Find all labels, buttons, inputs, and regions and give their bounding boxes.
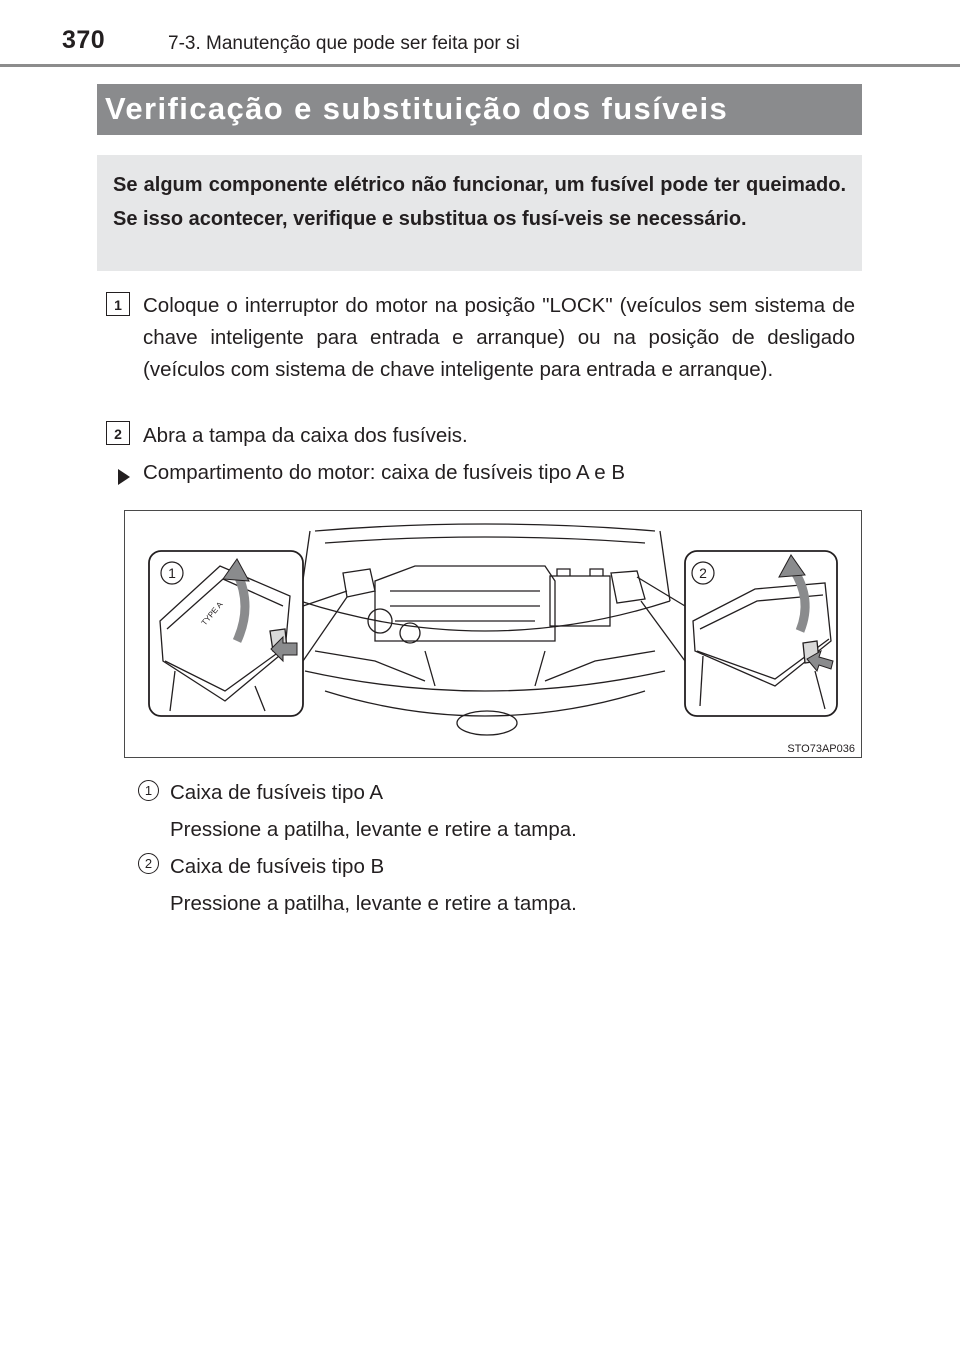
caption-1-number: 1 xyxy=(138,780,159,801)
engine-illustration xyxy=(125,511,860,756)
step-1-text: Coloque o interruptor do motor na posição "LOCK" (veículos sem sistema de chave inteligente para entrada e arranque) ou na posição de desligado (veículos com sistema de chave inteligente para entrada e arranque). xyxy=(143,294,855,381)
running-head: 7-3. Manutenção que pode ser feita por si xyxy=(168,33,520,54)
section-title: Verificação e substituição dos fusíveis xyxy=(97,84,862,135)
caption-2-detail: Pressione a patilha, levante e retire a tampa. xyxy=(170,892,577,915)
caption-2-number: 2 xyxy=(138,853,159,874)
caption-2-title: Caixa de fusíveis tipo B xyxy=(170,855,385,878)
step-2-subitem: Compartimento do motor: caixa de fusíveis tipo A e B xyxy=(143,461,625,484)
bullet-arrow-icon xyxy=(118,469,130,485)
callout-1-label: 1 xyxy=(168,565,176,581)
caption-1-title: Caixa de fusíveis tipo A xyxy=(170,781,384,804)
step-1-badge: 1 xyxy=(106,292,130,316)
page-number: 370 xyxy=(62,26,106,54)
callout-2-label: 2 xyxy=(699,565,707,581)
figure-code: STO73AP036 xyxy=(787,743,855,755)
header-rule xyxy=(0,64,960,67)
caption-1-detail: Pressione a patilha, levante e retire a tampa. xyxy=(170,818,577,841)
engine-compartment-figure xyxy=(124,510,862,758)
step-2-text: Abra a tampa da caixa dos fusíveis. xyxy=(143,424,468,447)
svg-text:TYPE A: TYPE A xyxy=(199,600,225,628)
intro-box: Se algum componente elétrico não funcionar, um fusível pode ter queimado. Se isso acontecer, verifique e substitua os fusí-veis se necessário. xyxy=(97,155,862,271)
step-2-badge: 2 xyxy=(106,421,130,445)
